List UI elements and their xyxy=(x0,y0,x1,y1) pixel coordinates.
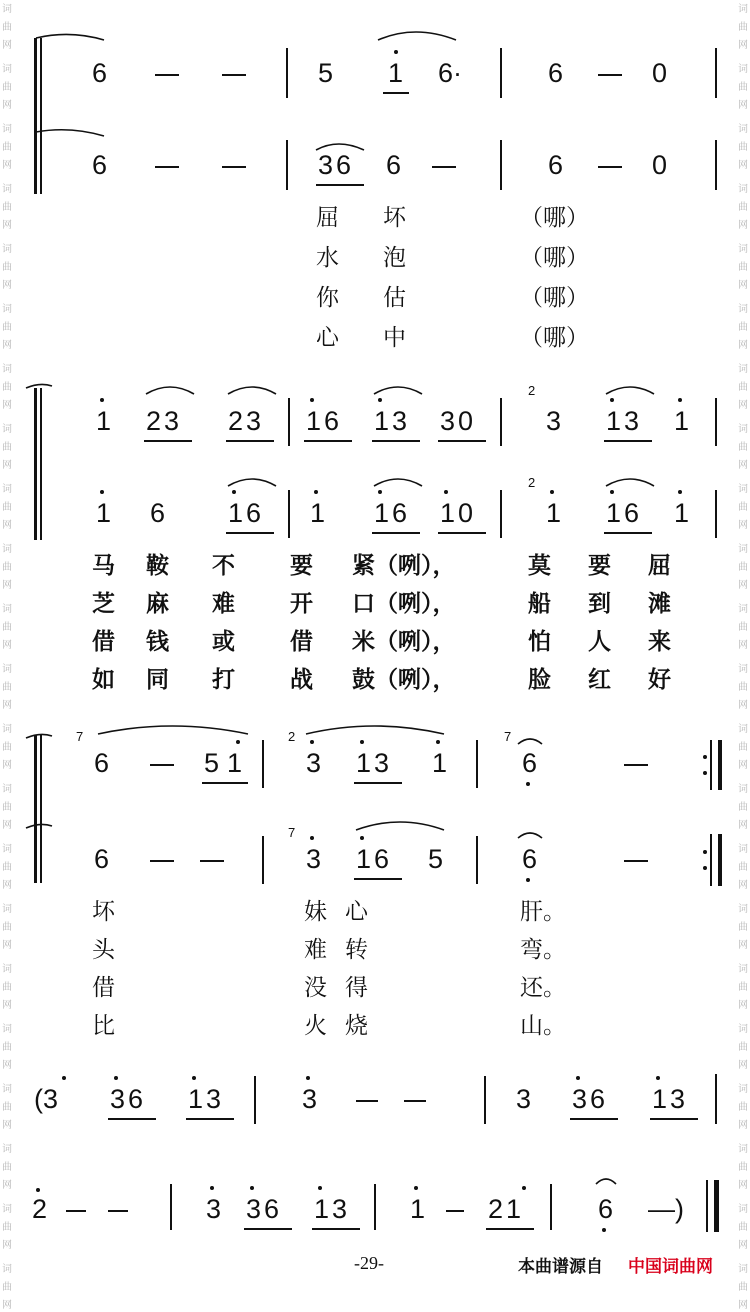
watermark-char: 网 xyxy=(2,1060,12,1071)
watermark-char: 网 xyxy=(2,100,12,111)
watermark-char: 词 xyxy=(738,184,748,195)
watermark-char: 曲 xyxy=(2,982,12,993)
lyric: 妹心 xyxy=(304,899,386,925)
lyric: 滩 xyxy=(648,591,671,617)
watermark-char: 网 xyxy=(738,580,748,591)
lyric: 口（咧）， xyxy=(352,591,456,617)
watermark-char: 曲 xyxy=(738,442,748,453)
note: 6 xyxy=(522,844,538,874)
note: 1 xyxy=(96,498,112,528)
note: 16 xyxy=(374,498,411,528)
watermark-char: 曲 xyxy=(738,142,748,153)
lyric: 鼓（咧）， xyxy=(352,667,456,693)
lyric: 借 xyxy=(92,975,115,1001)
note: 16 xyxy=(606,498,643,528)
note: 1 xyxy=(410,1194,426,1224)
watermark-char: 词 xyxy=(738,244,748,255)
watermark-char: 网 xyxy=(738,460,748,471)
watermark-char: 网 xyxy=(2,640,12,651)
note: 6 xyxy=(548,150,564,180)
watermark-char: 词 xyxy=(738,1084,748,1095)
lyric: 水 xyxy=(316,245,339,271)
watermark-char: 网 xyxy=(738,40,748,51)
watermark-char: 词 xyxy=(2,1144,12,1155)
note: 1 xyxy=(432,748,448,778)
watermark-char: 词 xyxy=(738,4,748,15)
note: 1 xyxy=(674,406,690,436)
lyric: 还。 xyxy=(520,975,566,1001)
watermark-char: 词 xyxy=(738,364,748,375)
watermark-char: 网 xyxy=(738,700,748,711)
lyric: 中 xyxy=(383,325,406,351)
slur xyxy=(228,387,276,394)
note: 1 xyxy=(674,498,690,528)
slur xyxy=(356,822,444,830)
lyric: 战 xyxy=(290,667,313,693)
watermark-char: 曲 xyxy=(2,382,12,393)
lyric: 到 xyxy=(588,591,611,617)
note: 16 xyxy=(356,844,393,874)
grace-note: 7 xyxy=(76,729,84,744)
watermark-char: 曲 xyxy=(2,22,12,33)
lyric: 好 xyxy=(648,667,671,693)
lyric: 来 xyxy=(648,629,671,655)
slur xyxy=(606,479,654,486)
watermark-char: 网 xyxy=(738,640,748,651)
lyric: 难 xyxy=(212,591,235,617)
watermark-char: 词 xyxy=(2,1264,12,1275)
watermark-char: 曲 xyxy=(2,862,12,873)
watermark-char: 曲 xyxy=(2,82,12,93)
slur xyxy=(378,32,456,40)
note: 3 xyxy=(206,1194,222,1224)
note: 6 xyxy=(598,1194,614,1224)
lyric: 没得 xyxy=(304,975,386,1001)
note: 3 xyxy=(302,1084,318,1114)
watermark-char: 词 xyxy=(738,904,748,915)
lyric: 同 xyxy=(146,667,169,693)
watermark-char: 曲 xyxy=(738,22,748,33)
note: 1 xyxy=(388,58,404,88)
watermark-char: 词 xyxy=(738,1024,748,1035)
watermark-char: 词 xyxy=(738,604,748,615)
slur xyxy=(146,387,194,394)
note: 6· xyxy=(438,58,463,88)
watermark-char: 网 xyxy=(2,400,12,411)
note: 3 xyxy=(546,406,562,436)
watermark-char: 网 xyxy=(738,1060,748,1071)
watermark-char: 词 xyxy=(738,1204,748,1215)
note: 13 xyxy=(314,1194,351,1224)
note: 16 xyxy=(228,498,265,528)
watermark-char: 曲 xyxy=(2,262,12,273)
watermark-char: 词 xyxy=(738,484,748,495)
watermark-char: 词 xyxy=(738,64,748,75)
note: 6 xyxy=(522,748,538,778)
watermark-char: 曲 xyxy=(738,502,748,513)
watermark-char: 曲 xyxy=(738,982,748,993)
watermark-char: 词 xyxy=(738,544,748,555)
watermark-char: 网 xyxy=(2,280,12,291)
watermark-char: 网 xyxy=(2,340,12,351)
note: 1 xyxy=(546,498,562,528)
watermark-char: 曲 xyxy=(738,262,748,273)
slur xyxy=(306,726,444,734)
watermark-char: 曲 xyxy=(738,1042,748,1053)
watermark-char: 网 xyxy=(738,1240,748,1251)
watermark-char: 网 xyxy=(738,100,748,111)
lyric: 要 xyxy=(588,553,611,579)
watermark-char: 网 xyxy=(2,1180,12,1191)
watermark-char: 曲 xyxy=(738,382,748,393)
watermark-char: 词 xyxy=(2,124,12,135)
source-label: 本曲谱源自 xyxy=(518,1257,603,1277)
watermark-char: 曲 xyxy=(2,802,12,813)
watermark-char: 曲 xyxy=(738,682,748,693)
watermark-char: 网 xyxy=(738,1300,748,1311)
watermark-char: 曲 xyxy=(738,922,748,933)
page-number: -29- xyxy=(354,1253,384,1273)
slur xyxy=(36,34,104,40)
watermark-char: 曲 xyxy=(738,802,748,813)
watermark-char: 曲 xyxy=(738,862,748,873)
watermark-char: 词 xyxy=(2,184,12,195)
watermark-char: 词 xyxy=(738,124,748,135)
watermark-char: 曲 xyxy=(738,1282,748,1293)
slur xyxy=(26,384,52,388)
watermark-char: 网 xyxy=(2,760,12,771)
watermark-char: 词 xyxy=(2,604,12,615)
note: 6 xyxy=(150,498,166,528)
watermark-char: 网 xyxy=(2,520,12,531)
note: 0 xyxy=(652,58,668,88)
lyric: 钱 xyxy=(146,629,169,655)
watermark-char: 曲 xyxy=(738,622,748,633)
watermark-char: 词 xyxy=(738,424,748,435)
watermark-char: 网 xyxy=(2,1300,12,1311)
watermark-char: 词 xyxy=(738,664,748,675)
watermark-char: 网 xyxy=(738,340,748,351)
lyric: 坏 xyxy=(92,899,115,925)
note: 36 xyxy=(246,1194,283,1224)
watermark-char: 网 xyxy=(2,820,12,831)
watermark-char: 曲 xyxy=(2,1042,12,1053)
watermark-char: 词 xyxy=(2,1084,12,1095)
watermark-char: 曲 xyxy=(738,82,748,93)
watermark-char: 网 xyxy=(738,1120,748,1131)
note: 6 xyxy=(94,844,110,874)
watermark-char: 网 xyxy=(2,40,12,51)
watermark-char: 曲 xyxy=(2,922,12,933)
lyric: 弯。 xyxy=(520,937,566,963)
watermark-char: 曲 xyxy=(2,502,12,513)
note: 6 xyxy=(92,58,108,88)
note: 6 xyxy=(94,748,110,778)
fermata xyxy=(596,1179,616,1184)
lyric: 开 xyxy=(290,591,313,617)
watermark-char: 词 xyxy=(2,304,12,315)
lyric: 借 xyxy=(290,629,313,655)
note: 13 xyxy=(356,748,393,778)
note: 36 xyxy=(110,1084,147,1114)
grace-note: 2 xyxy=(528,475,536,490)
fermata xyxy=(518,833,542,838)
lyric: （哪） xyxy=(520,325,589,351)
lyric: 你 xyxy=(316,285,339,311)
lyric: 打 xyxy=(212,667,235,693)
slur xyxy=(98,726,248,734)
note: 1 xyxy=(96,406,112,436)
lyric: 头 xyxy=(92,937,115,963)
lyric: 火烧 xyxy=(304,1013,386,1039)
watermark-char: 曲 xyxy=(738,1102,748,1113)
lyric: 紧（咧）， xyxy=(352,553,456,579)
brand-logo-text[interactable]: 中国词曲网 xyxy=(628,1257,713,1277)
slur xyxy=(228,479,276,486)
watermark-char: 曲 xyxy=(2,322,12,333)
watermark-char: 曲 xyxy=(2,742,12,753)
watermark-char: 网 xyxy=(738,160,748,171)
watermark-char: 网 xyxy=(2,1000,12,1011)
slur xyxy=(26,824,52,828)
lyric: 比 xyxy=(92,1013,115,1039)
watermark-char: 词 xyxy=(2,844,12,855)
lyric: 脸 xyxy=(528,667,551,693)
watermark-char: 词 xyxy=(738,1264,748,1275)
note: 3 xyxy=(306,844,322,874)
note: 6 xyxy=(386,150,402,180)
watermark-char: 网 xyxy=(2,940,12,951)
watermark-char: 曲 xyxy=(2,142,12,153)
watermark-char: 词 xyxy=(2,1204,12,1215)
lyric: 芝 xyxy=(92,591,115,617)
watermark-char: 网 xyxy=(738,760,748,771)
lyric: 难转 xyxy=(304,937,386,963)
watermark-char: 曲 xyxy=(738,322,748,333)
watermark-char: 网 xyxy=(738,940,748,951)
watermark-char: 曲 xyxy=(2,442,12,453)
slur xyxy=(606,387,654,394)
note: 13 xyxy=(652,1084,689,1114)
watermark-char: 词 xyxy=(738,784,748,795)
watermark-char: 曲 xyxy=(2,1162,12,1173)
watermark-char: 曲 xyxy=(2,1102,12,1113)
note: 0 xyxy=(652,150,668,180)
watermark-char: 网 xyxy=(738,820,748,831)
note: 13 xyxy=(374,406,411,436)
watermark-char: 词 xyxy=(738,724,748,735)
lyric: 山。 xyxy=(520,1013,566,1039)
lyric: 红 xyxy=(588,667,611,693)
lyric: 要 xyxy=(290,553,313,579)
watermark-char: 网 xyxy=(738,1000,748,1011)
watermark-char: 曲 xyxy=(738,562,748,573)
watermark-char: 曲 xyxy=(2,622,12,633)
watermark-char: 词 xyxy=(2,964,12,975)
note: —) xyxy=(648,1194,684,1224)
watermark-char: 词 xyxy=(738,1144,748,1155)
watermark-char: 网 xyxy=(2,220,12,231)
watermark-char: 曲 xyxy=(2,1222,12,1233)
watermark-char: 网 xyxy=(2,580,12,591)
lyric: （哪） xyxy=(520,245,589,271)
lyric: 屈 xyxy=(648,553,671,579)
watermark-char: 词 xyxy=(2,724,12,735)
watermark-char: 网 xyxy=(738,400,748,411)
fermata xyxy=(518,739,542,744)
watermark-char: 网 xyxy=(2,700,12,711)
lyric: 马 xyxy=(92,553,115,579)
watermark-char: 网 xyxy=(2,1120,12,1131)
slur xyxy=(374,387,422,394)
watermark-char: 网 xyxy=(738,1180,748,1191)
note: 16 xyxy=(306,406,343,436)
note: 5 xyxy=(428,844,444,874)
lyric: 米（咧）， xyxy=(352,629,456,655)
lyric: （哪） xyxy=(520,205,589,231)
watermark-char: 网 xyxy=(2,460,12,471)
slur xyxy=(36,130,104,136)
lyric: 怕 xyxy=(528,629,551,655)
note: 30 xyxy=(440,406,477,436)
watermark-char: 词 xyxy=(2,904,12,915)
grace-note: 2 xyxy=(528,383,536,398)
watermark-char: 词 xyxy=(2,364,12,375)
slur xyxy=(26,734,52,738)
lyric: 鞍 xyxy=(146,553,169,579)
watermark-char: 曲 xyxy=(738,742,748,753)
watermark-char: 曲 xyxy=(2,682,12,693)
note: (3 xyxy=(34,1084,59,1114)
note: 6 xyxy=(92,150,108,180)
watermark-char: 曲 xyxy=(738,1162,748,1173)
grace-note: 2 xyxy=(288,729,296,744)
watermark-char: 网 xyxy=(2,160,12,171)
lyric: 麻 xyxy=(146,591,169,617)
watermark-char: 词 xyxy=(2,244,12,255)
watermark-char: 词 xyxy=(2,64,12,75)
lyric: 泡 xyxy=(383,245,406,271)
note: 23 xyxy=(146,406,183,436)
watermark-char: 曲 xyxy=(2,562,12,573)
watermark-char: 网 xyxy=(738,280,748,291)
note: 13 xyxy=(188,1084,225,1114)
note: 23 xyxy=(228,406,265,436)
watermark-char: 曲 xyxy=(738,202,748,213)
lyric: 肝。 xyxy=(520,899,566,925)
note: 1 xyxy=(310,498,326,528)
slur xyxy=(374,479,422,486)
watermark-char: 网 xyxy=(738,880,748,891)
lyric: 屈 xyxy=(316,205,339,231)
lyric: 船 xyxy=(528,591,551,617)
lyric: 如 xyxy=(92,667,115,693)
note: 13 xyxy=(606,406,643,436)
slur xyxy=(316,144,364,150)
watermark-char: 词 xyxy=(738,964,748,975)
watermark-char: 曲 xyxy=(738,1222,748,1233)
lyric: 莫 xyxy=(528,553,551,579)
lyric: 心 xyxy=(316,325,339,351)
watermark-char: 网 xyxy=(738,220,748,231)
grace-note: 7 xyxy=(504,729,512,744)
watermark-char: 词 xyxy=(2,4,12,15)
note: 3 xyxy=(306,748,322,778)
note: 51 xyxy=(204,748,251,778)
lyric: 或 xyxy=(212,629,235,655)
grace-note: 7 xyxy=(288,825,296,840)
lyric: 坏 xyxy=(383,205,406,231)
note: 36 xyxy=(318,150,355,180)
watermark-char: 曲 xyxy=(2,202,12,213)
watermark-char: 词 xyxy=(2,1024,12,1035)
watermark-char: 词 xyxy=(2,664,12,675)
note: 5 xyxy=(318,58,334,88)
watermark-char: 网 xyxy=(2,880,12,891)
watermark-char: 网 xyxy=(738,520,748,531)
note: 2 xyxy=(32,1194,48,1224)
note: 21 xyxy=(488,1194,525,1224)
watermark-char: 词 xyxy=(2,424,12,435)
watermark-char: 词 xyxy=(2,484,12,495)
lyric: 人 xyxy=(588,629,611,655)
note: 10 xyxy=(440,498,477,528)
lyric: 借 xyxy=(92,629,115,655)
watermark-char: 词 xyxy=(2,544,12,555)
watermark-char: 曲 xyxy=(2,1282,12,1293)
lyric: 不 xyxy=(212,553,235,579)
note: 3 xyxy=(516,1084,532,1114)
note: 36 xyxy=(572,1084,609,1114)
watermark-char: 词 xyxy=(738,304,748,315)
watermark-char: 网 xyxy=(2,1240,12,1251)
lyric: （哪） xyxy=(520,285,589,311)
note: 6 xyxy=(548,58,564,88)
lyric: 估 xyxy=(383,285,406,311)
watermark-char: 词 xyxy=(738,844,748,855)
watermark-char: 词 xyxy=(2,784,12,795)
